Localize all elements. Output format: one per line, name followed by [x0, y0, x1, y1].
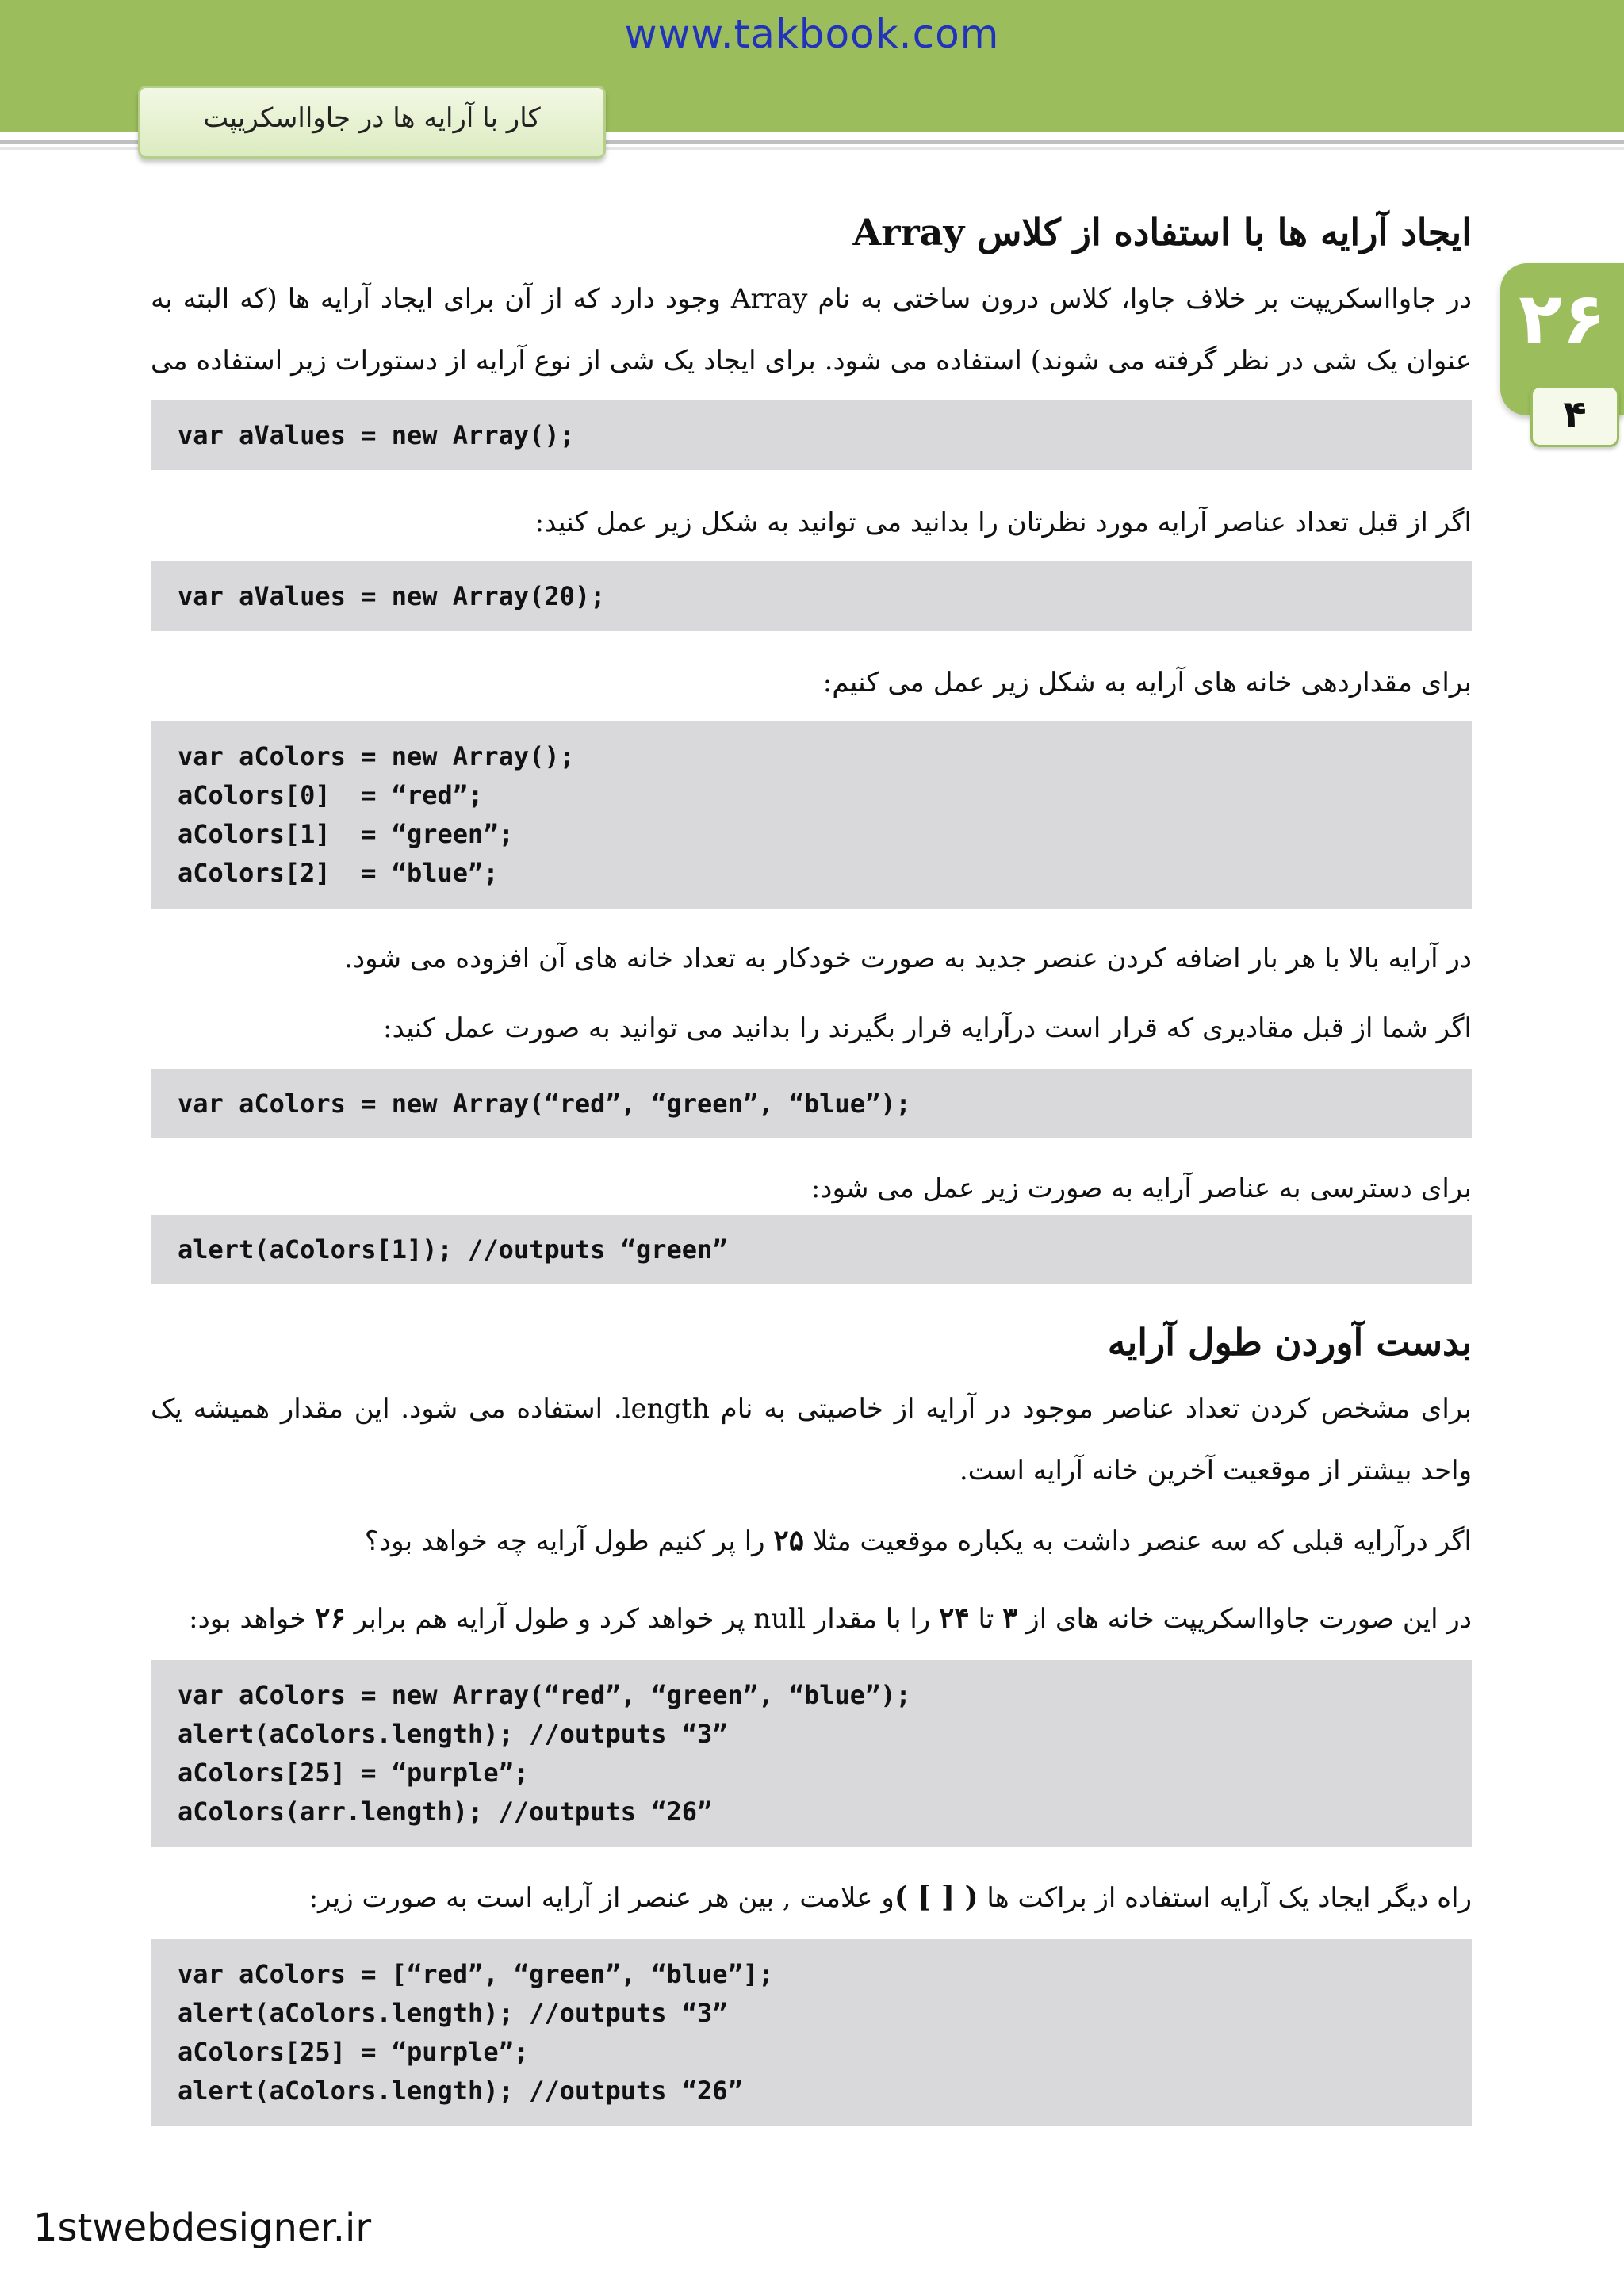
footer-site[interactable]: 1stwebdesigner.ir	[33, 2206, 372, 2250]
chapter-number: ۴	[1563, 392, 1587, 437]
number-emphasis: ۳	[1002, 1601, 1018, 1635]
code-block	[151, 1660, 1472, 1847]
section-heading-create-array: ایجاد آرایه ها با استفاده از کلاس Array	[852, 211, 1472, 254]
text-run: اگر درآرایه قبلی که سه عنصر داشت به یکباره موقعیت مثلا	[804, 1525, 1472, 1557]
paragraph: برای مشخص کردن تعداد عناصر موجود در آرایه از خاصیتی به نام length. استفاده می شود. این مقدار همیشه یک واحد بیشتر از موقعیت آخرین خانه آرایه است.	[151, 1393, 1472, 1487]
code-line: aColors(arr.length); //outputs “26”	[178, 1797, 713, 1827]
page-number: ۲۶	[1519, 277, 1606, 361]
code-line: alert(aColors.length); //outputs “3”	[178, 1719, 728, 1749]
chapter-title: کار با آرایه ها در جاوااسکریپت	[203, 102, 541, 134]
text-run: و علامت , بین هر عنصر از آرایه است به صورت زیر:	[308, 1882, 894, 1914]
site-url[interactable]: www.takbook.com	[624, 11, 1000, 57]
code-line: alert(aColors.length); //outputs “3”	[178, 1998, 728, 2028]
code-block	[151, 1215, 1472, 1284]
text-run: را پر کنیم طول آرایه چه خواهد بود؟	[364, 1525, 774, 1557]
code-line: var aColors = new Array();	[178, 741, 575, 771]
text-run: را با مقدار null پر خواهد کرد و طول آرایه هم برابر	[345, 1603, 940, 1635]
code-line: aColors[2] = “blue”;	[178, 858, 499, 888]
code-line: var aValues = new Array(20);	[178, 581, 606, 611]
section-intro: در جاوااسکریپت بر خلاف جاوا، کلاس درون ساختی به نام Array وجود دارد که از آن برای ایجاد آرایه ها (که البته به عنوان یک شی در نظر گرفته می شوند) استفاده می شود. برای ایجاد یک شی از نوع آرایه از دستورات زیر استفاده می	[151, 283, 1472, 377]
number-emphasis: ۲۵	[773, 1524, 805, 1557]
code-line: aColors[25] = “purple”;	[178, 1758, 530, 1788]
code-line: aColors[1] = “green”;	[178, 819, 514, 849]
code-line: var aColors = [“red”, “green”, “blue”];	[178, 1959, 774, 1989]
code-line: aColors[0] = “red”;	[178, 780, 484, 810]
chapter-title-tab	[138, 86, 606, 159]
code-line: var aValues = new Array();	[178, 420, 575, 450]
number-emphasis: ۲۶	[315, 1601, 346, 1635]
text-run: خواهد بود:	[189, 1603, 316, 1635]
code-block	[151, 1939, 1472, 2126]
section-heading-array-length: بدست آوردن طول آرایه	[1107, 1321, 1472, 1364]
chapter-number-tab	[1530, 385, 1619, 447]
paragraph	[151, 1866, 1472, 1929]
number-emphasis: ۲۴	[939, 1601, 970, 1635]
code-block	[151, 561, 1472, 631]
text-run: در این صورت جاوااسکریپت خانه های از	[1017, 1603, 1472, 1635]
text-run: تا	[969, 1603, 1003, 1635]
paragraph: اگر شما از قبل مقادیری که قرار است درآرایه قرار بگیرند را بدانید می توانید به صورت عمل کنید:	[383, 1012, 1472, 1044]
bracket-symbol: ( [ ] )	[894, 1881, 979, 1914]
paragraph: اگر از قبل تعداد عناصر آرایه مورد نظرتان را بدانید می توانید به شکل زیر عمل کنید:	[534, 507, 1472, 538]
paragraph: در آرایه بالا با هر بار اضافه کردن عنصر جدید به صورت خودکار به تعداد خانه های آن افزوده می شود.	[344, 943, 1472, 974]
paragraph: برای دسترسی به عناصر آرایه به صورت زیر عمل می شود:	[810, 1173, 1472, 1204]
code-line: aColors[25] = “purple”;	[178, 2037, 530, 2067]
paragraph: برای مقداردهی خانه های آرایه به شکل زیر عمل می کنیم:	[822, 667, 1472, 698]
code-line: alert(aColors.length); //outputs “26”	[178, 2076, 743, 2106]
code-block	[151, 1069, 1472, 1138]
code-line: alert(aColors[1]); //outputs “green”	[178, 1234, 728, 1265]
paragraph	[151, 1510, 1472, 1572]
code-block	[151, 400, 1472, 470]
code-line: var aColors = new Array(“red”, “green”, “blue”);	[178, 1089, 911, 1119]
paragraph	[151, 1587, 1472, 1650]
text-run: راه دیگر ایجاد یک آرایه استفاده از براکت ها	[978, 1882, 1472, 1914]
code-line: var aColors = new Array(“red”, “green”, “blue”);	[178, 1680, 911, 1710]
code-block	[151, 721, 1472, 909]
